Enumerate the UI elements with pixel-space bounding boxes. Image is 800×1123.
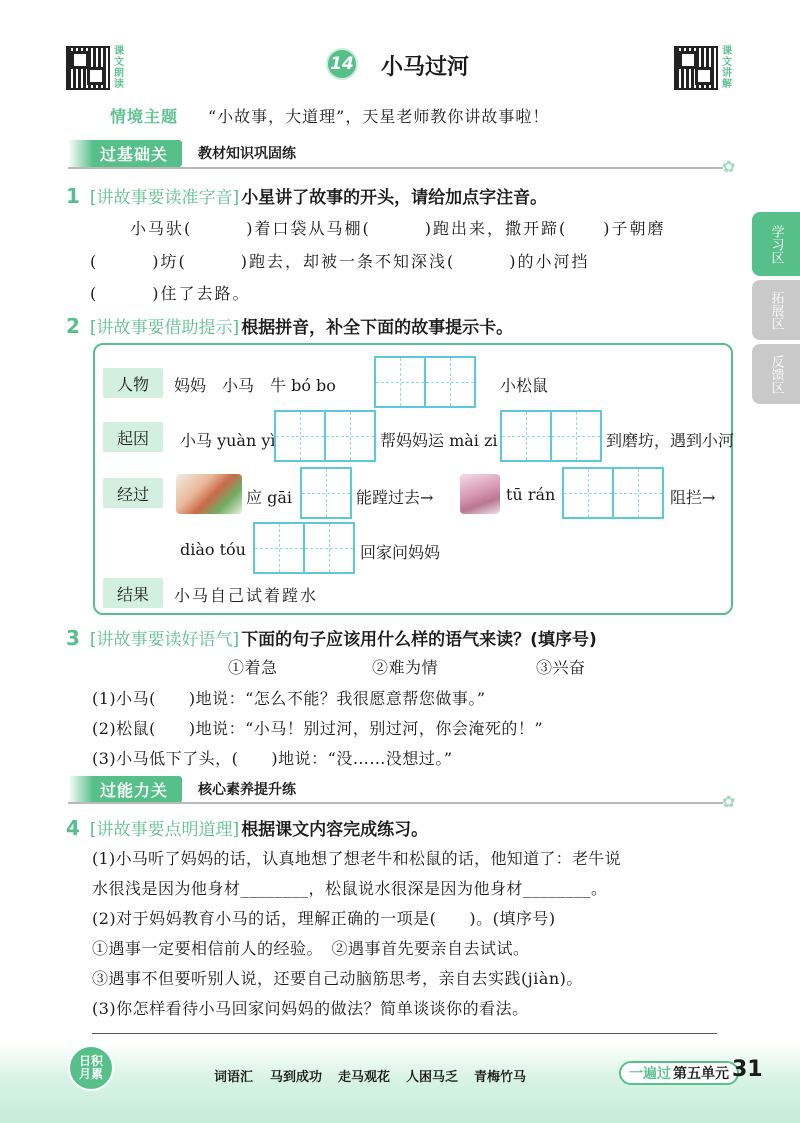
divider	[68, 802, 723, 804]
q1-line: 小马驮( )着口袋从马棚( )跑出来，撒开蹄( )子朝磨	[130, 219, 666, 238]
side-tab-feedback[interactable]: 反馈区	[752, 344, 800, 404]
grid-box[interactable]	[300, 467, 352, 519]
vocab-word: 人困马乏	[406, 1070, 459, 1085]
question-tag: [讲故事要读好语气]	[89, 630, 240, 650]
row-text: 妈妈 小马 牛 bó bo	[174, 376, 336, 395]
writing-grid[interactable]	[300, 467, 352, 519]
daily-badge	[68, 1045, 114, 1091]
grid-box[interactable]	[424, 356, 476, 408]
grid-box[interactable]	[612, 467, 664, 519]
lesson-title: 小马过河	[381, 55, 470, 80]
qr-left-label: 课文朗读	[114, 46, 124, 90]
row-label-characters: 人物	[103, 368, 163, 398]
section-tag: 过基础关	[68, 140, 182, 167]
row-text: 小马自己试着蹚水	[174, 586, 319, 605]
row-text: tū rán	[506, 485, 556, 504]
star-icon: ✿	[722, 792, 736, 811]
row-text: 小马 yuàn yì	[180, 431, 276, 450]
row-text: 小松鼠	[500, 376, 549, 395]
question-number: 1	[66, 184, 80, 208]
question-prompt: 根据课文内容完成练习。	[241, 820, 429, 840]
unit-name: 第五单元	[673, 1066, 729, 1082]
row-text: 阻拦→	[670, 488, 716, 507]
question-prompt: 小星讲了故事的开头，请给加点字注音。	[241, 188, 548, 208]
option: ②难为情	[372, 658, 439, 677]
question-4-header	[66, 815, 428, 840]
lesson-number: 14	[326, 48, 358, 80]
writing-grid[interactable]	[253, 522, 355, 574]
option: ①着急	[228, 658, 278, 677]
brand-name: 一遍过	[629, 1066, 671, 1082]
answer-line	[92, 1033, 717, 1034]
section-banner-ability	[68, 776, 296, 802]
q4-line: (3)你怎样看待小马回家问妈妈的做法？简单谈谈你的看法。	[92, 999, 529, 1018]
q3-line: (1)小马( )地说：“怎么不能？我很愿意帮您做事。”	[92, 689, 486, 708]
q3-line: (2)松鼠( )地说：“小马！别过河，别过河，你会淹死的！”	[92, 719, 544, 738]
grid-box[interactable]	[274, 410, 326, 462]
side-tab-learning[interactable]: 学习区	[752, 212, 800, 276]
row-text: 到磨坊，遇到小河	[606, 431, 735, 450]
vocab-label: 词语汇	[214, 1070, 254, 1085]
grid-box[interactable]	[253, 522, 305, 574]
question-prompt: 根据拼音，补全下面的故事提示卡。	[241, 318, 514, 338]
grid-box[interactable]	[324, 410, 376, 462]
q4-line: (2)对于妈妈教育小马的话，理解正确的一项是( )。(填序号)	[92, 909, 556, 928]
q1-line: ( )坊( )跑去，却被一条不知深浅( )的小河挡	[90, 252, 590, 271]
writing-grid[interactable]	[500, 410, 602, 462]
theme-label: 情境主题	[110, 107, 179, 126]
section-subtitle: 教材知识巩固练	[198, 146, 297, 162]
question-number: 4	[66, 816, 80, 840]
question-tag: [讲故事要读准字音]	[89, 188, 240, 208]
row-text: 帮妈妈运 mài zi	[380, 431, 498, 450]
writing-grid[interactable]	[562, 467, 664, 519]
theme-text: “小故事，大道理”，天星老师教你讲故事啦！	[208, 107, 550, 126]
side-tab-extension[interactable]: 拓展区	[752, 280, 800, 340]
q4-line: (1)小马听了妈妈的话，认真地想了想老牛和松鼠的话，他知道了：老牛说	[92, 849, 621, 868]
grid-box[interactable]	[500, 410, 552, 462]
section-banner-basic	[68, 140, 296, 166]
divider	[68, 167, 723, 169]
q1-line: ( )住了去路。	[90, 284, 251, 303]
row-text: 能蹚过去→	[356, 488, 434, 507]
vocab-word: 青梅竹马	[474, 1070, 527, 1085]
q4-line: ①遇事一定要相信前人的经验。 ②遇事首先要亲自去试试。	[92, 939, 530, 958]
grid-box[interactable]	[562, 467, 614, 519]
writing-grid[interactable]	[274, 410, 376, 462]
ox-picture	[176, 474, 242, 514]
star-icon: ✿	[722, 157, 736, 176]
question-1-header	[66, 183, 547, 208]
vocab-word: 马到成功	[270, 1070, 323, 1085]
question-tag: [讲故事要点明道理]	[89, 820, 240, 840]
question-2-header	[66, 313, 513, 338]
badge-text: 日积月累	[78, 1054, 103, 1081]
row-label-cause: 起因	[103, 422, 163, 452]
unit-chip	[619, 1061, 739, 1085]
question-tag: [讲故事要借助提示]	[89, 318, 240, 338]
row-label-process: 经过	[103, 478, 163, 508]
question-3-header	[66, 625, 597, 650]
vocab-word: 走马观花	[338, 1070, 391, 1085]
q4-line: ③遇事不但要听别人说，还要自己动脑筋思考，亲自去实践(jiàn)。	[92, 969, 583, 988]
grid-box[interactable]	[303, 522, 355, 574]
section-tag: 过能力关	[68, 776, 182, 803]
question-number: 3	[66, 626, 80, 650]
qr-code-right	[674, 46, 718, 90]
question-number: 2	[66, 314, 80, 338]
row-text: diào tóu	[180, 540, 246, 559]
squirrel-picture	[460, 474, 500, 514]
grid-box[interactable]	[374, 356, 426, 408]
grid-box[interactable]	[550, 410, 602, 462]
section-subtitle: 核心素养提升练	[198, 782, 297, 798]
row-text: 应 gāi	[246, 488, 292, 507]
q4-line: 水很浅是因为他身材________，松鼠说水很深是因为他身材________。	[92, 879, 608, 898]
row-text: 回家问妈妈	[360, 543, 441, 562]
q3-line: (3)小马低下了头，( )地说：“没……没想过。”	[92, 749, 453, 768]
row-label-result: 结果	[103, 578, 163, 608]
page-number: 31	[732, 1057, 763, 1082]
option: ③兴奋	[536, 658, 586, 677]
qr-right-label: 课文讲解	[722, 46, 732, 90]
writing-grid[interactable]	[374, 356, 476, 408]
qr-code-left	[66, 46, 110, 90]
question-prompt: 下面的句子应该用什么样的语气来读？(填序号)	[241, 630, 597, 650]
